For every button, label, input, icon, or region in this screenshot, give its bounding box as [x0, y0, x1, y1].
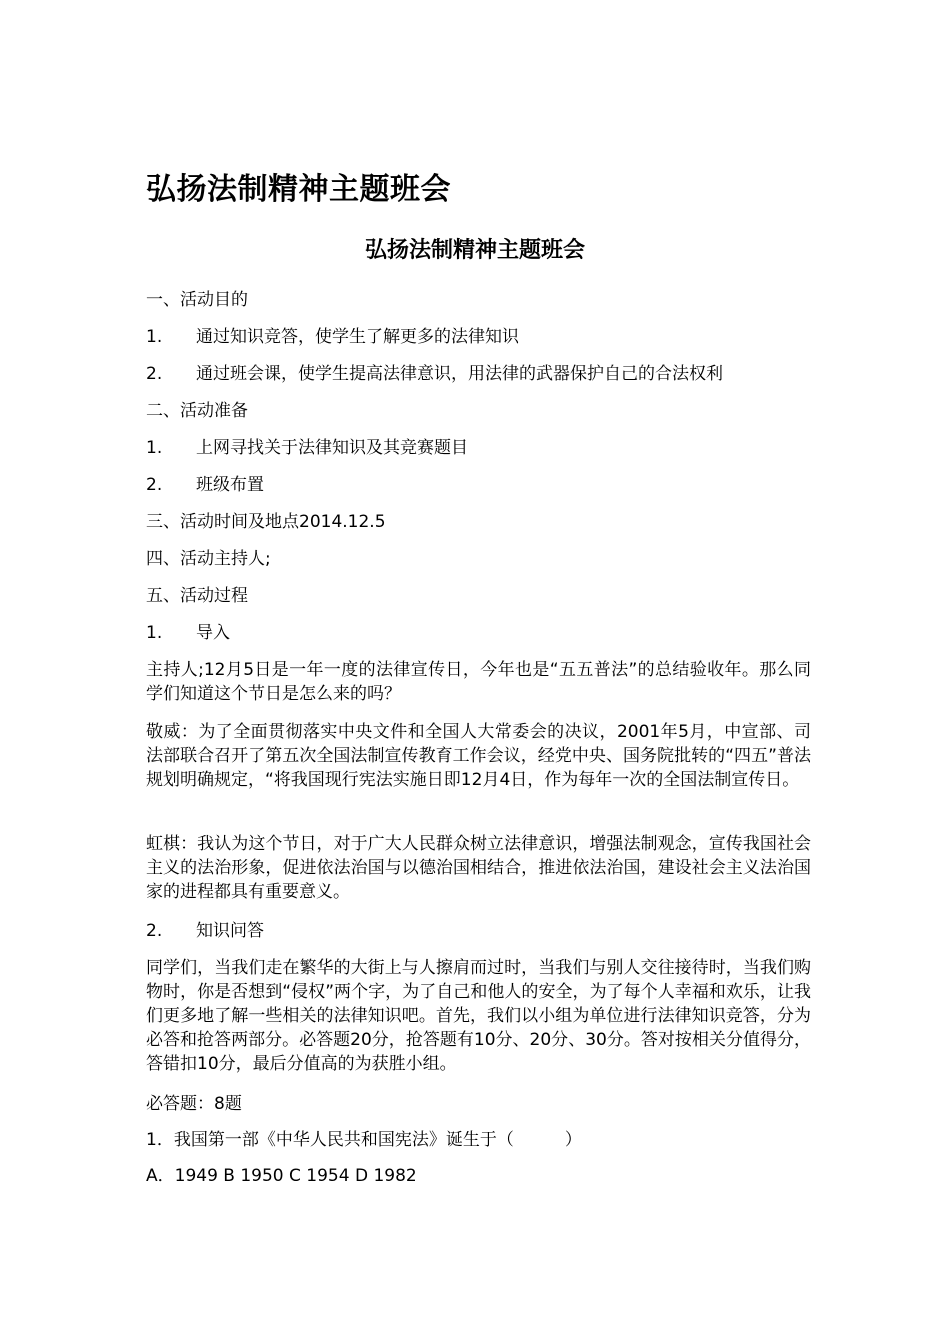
jingwei-paragraph: 敬威：为了全面贯彻落实中央文件和全国人大常委会的决议，2001年5月，中宣部、司法部联合召开了第五次全国法制宣传教育工作会议，经党中央、国务院批转的“四五”普法规划明确规定，“将我国现行宪法实施日即12月4日，作为每年一次的全国法制宣传日。 — [146, 722, 811, 790]
question-1-options: A．1949 B 1950 C 1954 D 1982 — [146, 1166, 417, 1186]
process-item-2 — [146, 919, 264, 943]
question-1: 1．我国第一部《中华人民共和国宪法》诞生于（ ） — [146, 1130, 582, 1150]
document-subtitle: 弘扬法制精神主题班会 — [364, 238, 585, 263]
list-number: 2. — [146, 364, 163, 384]
list-number: 1. — [146, 327, 163, 347]
preparation-item-1 — [146, 436, 468, 460]
section-heading-host: 四、活动主持人; — [146, 549, 271, 569]
list-item-text: 导入 — [196, 623, 230, 643]
list-number: 2. — [146, 475, 163, 495]
list-item-text: 通过知识竞答，使学生了解更多的法律知识 — [196, 327, 519, 347]
list-item-text: 知识问答 — [196, 921, 264, 941]
list-number: 1. — [146, 623, 163, 643]
students-paragraph: 同学们，当我们走在繁华的大街上与人擦肩而过时，当我们与别人交往接待时，当我们购物时，你是否想到“侵权”两个字，为了自己和他人的安全，为了每个人幸福和欢乐，让我们更多地了解一些相关的法律知识吧。首先，我们以小组为单位进行法律知识竞答，分为必答和抢答两部分。必答题20分，抢答题有10分、20分、30分。答对按相关分值得分，答错扣10分，最后分值高的为获胜小组。 — [146, 958, 811, 1074]
purpose-item-1 — [146, 325, 519, 349]
document-title: 弘扬法制精神主题班会 — [146, 172, 451, 207]
purpose-item-2 — [146, 362, 723, 386]
list-number: 1. — [146, 438, 163, 458]
list-item-text: 上网寻找关于法律知识及其竞赛题目 — [196, 438, 468, 458]
list-item-text: 通过班会课，使学生提高法律意识，用法律的武器保护自己的合法权利 — [196, 364, 723, 384]
section-heading-process: 五、活动过程 — [146, 586, 248, 606]
preparation-item-2 — [146, 473, 264, 497]
section-heading-preparation: 二、活动准备 — [146, 401, 248, 421]
required-questions-heading: 必答题：8题 — [146, 1094, 242, 1114]
host-paragraph: 主持人;12月5日是一年一度的法律宣传日，今年也是“五五普法”的总结验收年。那么同学们知道这个节日是怎么来的吗？ — [146, 660, 811, 704]
hongqi-paragraph: 虹棋：我认为这个节日，对于广大人民群众树立法律意识，增强法制观念，宣传我国社会主义的法治形象，促进依法治国与以德治国相结合，推进依法治国，建设社会主义法治国家的进程都具有重要意义。 — [146, 834, 811, 902]
list-number: 2. — [146, 921, 163, 941]
process-item-1 — [146, 621, 230, 645]
section-heading-time-place: 三、活动时间及地点2014.12.5 — [146, 512, 386, 532]
section-heading-purpose: 一、活动目的 — [146, 290, 248, 310]
list-item-text: 班级布置 — [196, 475, 264, 495]
